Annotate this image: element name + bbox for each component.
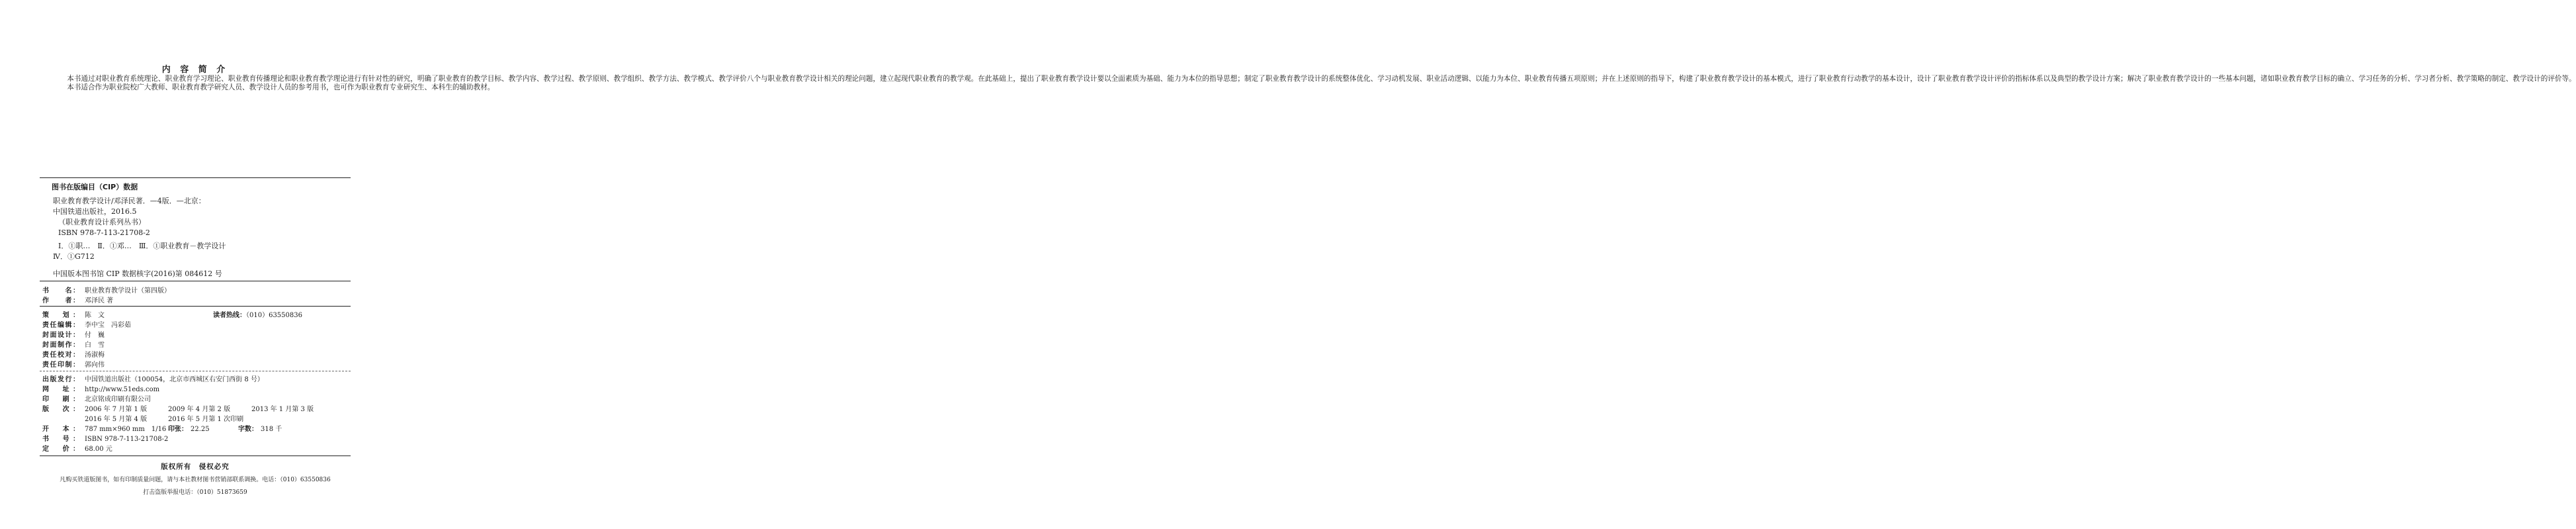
edition: 2013 年 1 月第 3 版: [251, 406, 314, 413]
edition: 2009 年 4 月第 2 版: [168, 406, 231, 413]
website-row: [42, 383, 159, 393]
edition: 2016 年 5 月第 4 版: [85, 416, 148, 423]
sheets-label: 印张：: [168, 426, 188, 433]
website: http://www.51eds.com: [85, 386, 160, 393]
words: 318 千: [261, 426, 282, 433]
cip-line: Ⅰ．①职… Ⅱ．①邓… Ⅲ．①职业教育－教学设计: [58, 242, 226, 250]
publisher-label: 出版发行：: [42, 376, 79, 383]
publisher: 中国铁道出版社（100054，北京市西城区右安门西街 8 号）: [85, 376, 264, 383]
words-label: 字数：: [238, 426, 258, 433]
format-row: [42, 423, 282, 433]
edition-row: [85, 413, 243, 423]
staff-row: [42, 359, 105, 369]
piracy-hotline: 打击盗版举报电话：（010）51873659: [143, 489, 247, 496]
edition-label: 版 次：: [42, 406, 79, 413]
edition: 2006 年 7 月第 1 版: [85, 406, 148, 413]
book-name: 职业教育教学设计（第四版）: [85, 287, 171, 295]
printing: 2016 年 5 月第 1 次印刷: [168, 416, 244, 423]
cip-line: 中国铁道出版社，2016.5: [53, 207, 137, 216]
copyright-title: 版权所有 侵权必究: [161, 463, 230, 471]
price-row: [42, 443, 112, 453]
cip-line: （职业教育设计系列丛书）: [58, 218, 146, 226]
staff-row: [42, 319, 131, 329]
staff-label: 责任编辑：: [42, 322, 79, 329]
printer-row: [42, 393, 151, 403]
staff-label: 责任校对：: [42, 352, 79, 359]
staff-row: [42, 329, 105, 339]
author-label: 作 者：: [42, 297, 79, 305]
staff-label: 责任印制：: [42, 361, 79, 369]
divider: [40, 177, 351, 178]
divider: [40, 306, 351, 307]
intro-paragraph: 本书适合作为职业院校广大教师、职业教育教学研究人员、教学设计人员的参考用书，也可作为职业教育专业研究生、本科生的辅助教材。: [67, 83, 495, 92]
intro-paragraph: 本书通过对职业教育系统理论、职业教育学习理论、职业教育传播理论和职业教育教学理论进行有针对性的研究，明确了职业教育的教学目标、教学内容、教学过程、教学原则、教学组织、教学方法、教学模式、教学评价八个与职业教育教学设计相关的理论问题，建立起现代职业教育的教学观。在此基础上，提出了职业教育教学设计要以全面素质为基础、能力为本位的指导思想；制定了职业教育教学设计的系统整体优化、学习动机发展、职业活动逻辑、以能力为本位、职业教育传播五项原则；并在上述原则的指导下，构建了职业教育教学设计的基本模式，进行了职业教育行动教学的基本设计，设计了职业教育教学设计评价的指标体系以及典型的教学设计方案；解决了职业教育教学设计的一些基本问题，诸如职业教育教学目标的确立、学习任务的分析、学习者分析、教学策略的制定、教学设计的评价等。: [67, 75, 2576, 83]
staff-value: 白 雪: [85, 342, 105, 349]
price: 68.00 元: [85, 446, 112, 453]
publisher-row: [42, 373, 264, 383]
cip-block: [53, 196, 226, 262]
edition-row: [42, 403, 314, 413]
hotline-label: 读者热线：: [213, 312, 246, 319]
cip-heading: 图书在版编目（CIP）数据: [52, 183, 138, 191]
cip-line: Ⅳ．①G712: [53, 252, 95, 261]
staff-label: 封面设计：: [42, 332, 79, 339]
sheets: 22.25: [191, 426, 210, 433]
staff-row: [42, 309, 105, 319]
book-name-row: [42, 285, 171, 295]
staff-label: 策 划：: [42, 312, 79, 319]
format: 787 mm×960 mm 1/16: [85, 426, 167, 433]
staff-value: 李中宝 冯彩茹: [85, 322, 131, 329]
isbn-label: 书 号：: [42, 436, 79, 443]
staff-value: 付 巍: [85, 332, 105, 339]
intro-text: [53, 75, 2576, 93]
staff-value: 汤淑梅: [85, 352, 105, 359]
staff-label: 封面制作：: [42, 342, 79, 349]
quality-notice: 凡购买铁道版图书，如有印制质量问题，请与本社教材图书营销部联系调换。电话：（010）63550836: [60, 477, 331, 483]
website-label: 网 址：: [42, 386, 79, 393]
isbn: ISBN 978-7-113-21708-2: [85, 436, 169, 443]
author-row: [42, 295, 113, 305]
staff-value: 陈 文: [85, 312, 105, 319]
printer: 北京铭成印刷有限公司: [85, 396, 151, 403]
page-title: 内 容 简 介: [161, 65, 229, 75]
staff-value: 郭向伟: [85, 361, 105, 369]
cip-line: ISBN 978-7-113-21708-2: [58, 228, 150, 237]
author: 邓泽民 著: [85, 297, 114, 305]
cip-number: 中国版本图书馆 CIP 数据核字(2016)第 084612 号: [53, 269, 222, 278]
staff-row: [42, 339, 105, 349]
hotline: [213, 309, 302, 319]
cip-line: 职业教育教学设计/邓泽民著．—4版．—北京：: [53, 197, 206, 205]
format-label: 开 本：: [42, 426, 79, 433]
book-name-label: 书 名：: [42, 287, 79, 295]
hotline-value: （010）63550836: [246, 312, 302, 319]
isbn-row: [42, 433, 168, 443]
staff-row: [42, 349, 105, 359]
price-label: 定 价：: [42, 446, 79, 453]
printer-label: 印 刷：: [42, 396, 79, 403]
